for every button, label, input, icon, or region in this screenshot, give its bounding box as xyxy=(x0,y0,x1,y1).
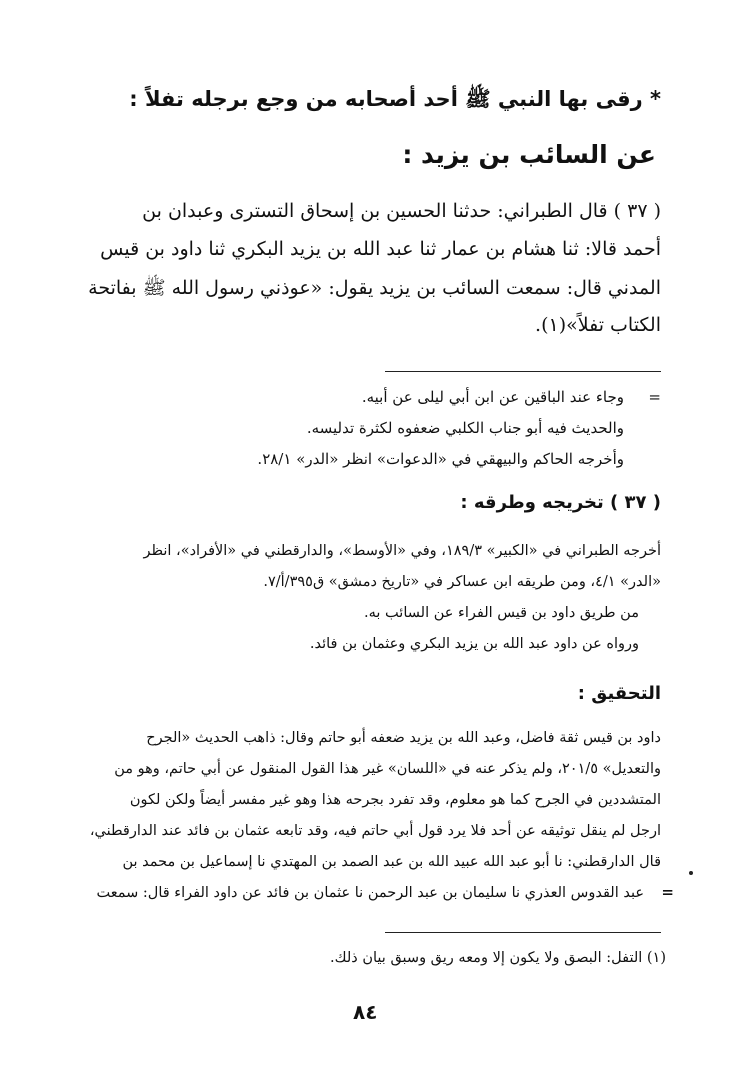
hadith-line: المدني قال: سمعت السائب بن يزيد يقول: «عوذني رسول الله ﷺ بفاتحة xyxy=(88,277,661,299)
takhrij-title: ( ٣٧ ) تخريجه وطرقه : xyxy=(460,492,661,513)
hadith-line: أحمد قالا: ثنا هشام بن عمار ثنا عبد الله بن يزيد البكري ثنا داود بن قيس xyxy=(100,238,661,260)
narrator-heading: عن السائب بن يزيد : xyxy=(402,140,656,169)
note-line: وأخرجه الحاكم والبيهقي في «الدعوات» انظر «الدر» ٢٨/١. xyxy=(257,450,624,468)
continuation-marker: = xyxy=(661,883,674,901)
tahqiq-line: والتعديل» ٢٠١/٥، ولم يذكر عنه في «اللسان» غير هذا القول المنقول عن أبي حاتم، وهو من xyxy=(114,761,661,777)
tahqiq-line: عبد القدوس العذري نا سليمان بن عبد الرحمن نا عثمان بن فائد عن داود الفراء قال: سمعت xyxy=(96,885,644,901)
tahqiq-title: التحقيق : xyxy=(577,683,661,704)
tahqiq-line: داود بن قيس ثقة فاضل، وعبد الله بن يزيد ضعفه أبو حاتم وقال: ذاهب الحديث «الجرح xyxy=(146,730,661,746)
margin-dot xyxy=(689,871,693,875)
footnote: (١) التفل: البصق ولا يكون إلا ومعه ريق وسبق بيان ذلك. xyxy=(330,950,666,966)
continuation-marker: = xyxy=(648,388,661,406)
takhrij-line: «الدر» ٤/١، ومن طريقه ابن عساكر في «تاريخ دمشق» ق٣٩٥/أ/٧. xyxy=(263,574,661,590)
tahqiq-line: ارجل لم ينقل توثيقه عن أحد فلا يرد قول أبي حاتم فيه، وقد تابعه عثمان بن فائد عند الدارقطني، xyxy=(89,823,661,839)
notes-separator xyxy=(385,371,661,372)
takhrij-line: ورواه عن داود عبد الله بن يزيد البكري وعثمان بن فائد. xyxy=(309,636,639,652)
hadith-line: ( ٣٧ ) قال الطبراني: حدثنا الحسين بن إسحاق التسترى وعبدان بن xyxy=(142,200,661,222)
hadith-line: الكتاب تفلاً»(١). xyxy=(535,314,661,336)
tahqiq-line: المتشددين في الجرح كما هو معلوم، وقد تفرد بجرحه هذا وهو غير مفسر أيضاً ولكن لكون xyxy=(129,792,661,808)
footnote-separator xyxy=(385,932,661,933)
page-number: ٨٤ xyxy=(353,1000,378,1024)
chapter-heading: * رقى بها النبي ﷺ أحد أصحابه من وجع برجله تفلاً : xyxy=(129,87,661,111)
tahqiq-line: قال الدارقطني: نا أبو عبد الله عبيد الله بن عبد الصمد بن المهتدي نا إسماعيل بن محمد بن xyxy=(122,854,661,870)
takhrij-line: من طريق داود بن قيس الفراء عن السائب به. xyxy=(364,605,639,621)
takhrij-line: أخرجه الطبراني في «الكبير» ١٨٩/٣، وفي «الأوسط»، والدارقطني في «الأفراد»، انظر xyxy=(143,543,661,559)
note-line: والحديث فيه أبو جناب الكلبي ضعفوه لكثرة تدليسه. xyxy=(306,419,624,437)
note-line: وجاء عند الباقين عن ابن أبي ليلى عن أبيه. xyxy=(361,388,624,406)
